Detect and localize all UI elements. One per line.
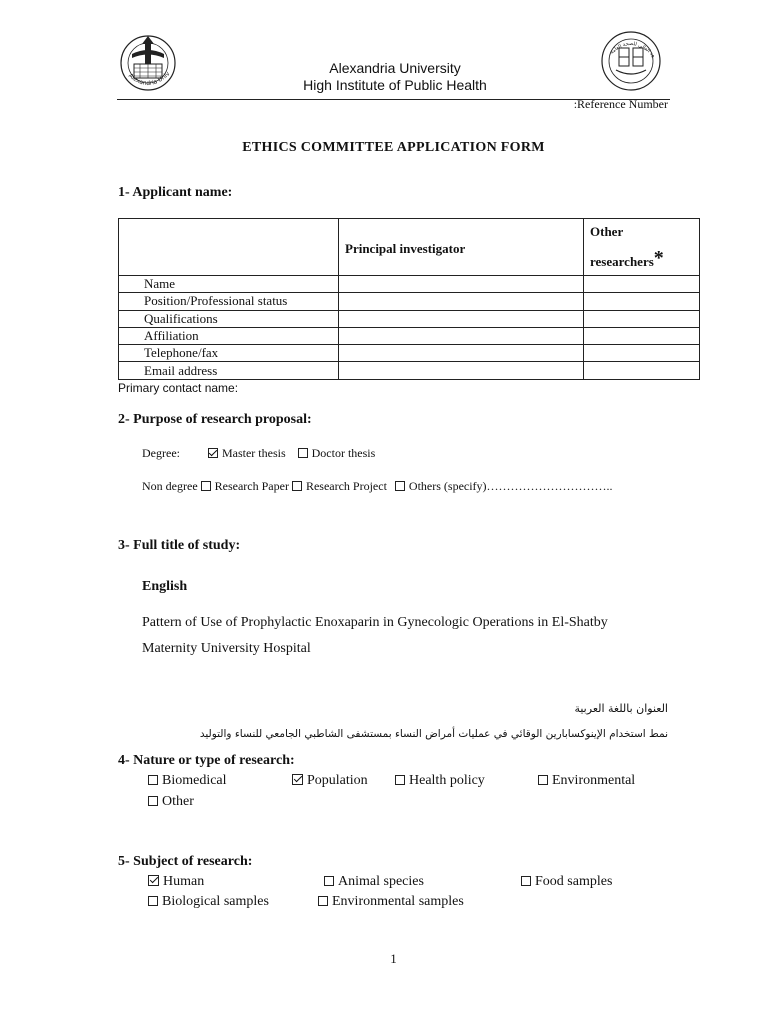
human-option[interactable]: Human	[148, 874, 204, 890]
left-logo-text: Alexandria Univ	[126, 70, 172, 88]
other-email-cell[interactable]	[584, 362, 700, 379]
research-paper-option[interactable]: Research Paper	[201, 479, 289, 493]
master-thesis-option[interactable]: Master thesis	[208, 446, 286, 460]
nondegree-row	[142, 479, 613, 494]
other-qualifications-cell[interactable]	[584, 310, 700, 327]
population-option[interactable]: Population	[292, 773, 368, 789]
checkbox-icon[interactable]	[201, 481, 211, 491]
degree-row	[142, 446, 375, 461]
checkbox-checked-icon[interactable]	[292, 774, 303, 785]
others-specify-option[interactable]: Others (specify)…………………………..	[395, 479, 613, 493]
pi-position-cell[interactable]	[339, 293, 584, 310]
primary-contact-label: Primary contact name:	[118, 381, 239, 395]
reference-number: :Reference Number	[573, 97, 668, 111]
right-logo-text: هد العالي للصحة العامة	[609, 40, 657, 59]
section4-heading: 4- Nature or type of research:	[118, 753, 295, 768]
other-position-cell[interactable]	[584, 293, 700, 310]
checkbox-icon[interactable]	[395, 775, 405, 785]
pi-name-cell[interactable]	[339, 276, 584, 293]
section3-heading: 3- Full title of study:	[118, 538, 241, 553]
doctor-thesis-option[interactable]: Doctor thesis	[298, 446, 376, 460]
table-row: Email address	[119, 362, 700, 379]
english-title-line2: Maternity University Hospital	[142, 641, 311, 656]
arabic-title: نمط استخدام الإينوكسابارين الوقائي في عمليات أمراض النساء بمستشفى الشاطبي الجامعي للنساء والتوليد	[199, 728, 668, 740]
table-row: Telephone/fax	[119, 345, 700, 362]
checkbox-icon[interactable]	[298, 448, 308, 458]
checkbox-icon[interactable]	[148, 775, 158, 785]
header-empty-cell	[119, 219, 339, 276]
checkbox-icon[interactable]	[538, 775, 548, 785]
checkbox-icon[interactable]	[292, 481, 302, 491]
pi-telephone-cell[interactable]	[339, 345, 584, 362]
checkbox-checked-icon[interactable]	[148, 875, 159, 886]
checkbox-icon[interactable]	[521, 876, 531, 886]
health-policy-option[interactable]: Health policy	[395, 773, 485, 789]
table-row: Affiliation	[119, 327, 700, 344]
checkbox-icon[interactable]	[148, 896, 158, 906]
other-name-cell[interactable]	[584, 276, 700, 293]
degree-label: Degree:	[142, 446, 180, 460]
arabic-title-label: العنوان باللغة العربية	[574, 702, 668, 715]
section5-heading: 5- Subject of research:	[118, 854, 253, 869]
form-title: ETHICS COMMITTEE APPLICATION FORM	[242, 140, 545, 155]
biomedical-option[interactable]: Biomedical	[148, 773, 227, 789]
other-affiliation-cell[interactable]	[584, 327, 700, 344]
table-row: Qualifications	[119, 310, 700, 327]
page-number: 1	[390, 951, 397, 966]
checkbox-icon[interactable]	[148, 796, 158, 806]
table-row: Name	[119, 276, 700, 293]
biological-samples-option[interactable]: Biological samples	[148, 894, 269, 910]
applicant-table	[118, 218, 700, 380]
checkbox-checked-icon[interactable]	[208, 448, 218, 458]
university-logo	[118, 30, 178, 96]
table-row: Position/Professional status	[119, 293, 700, 310]
pi-qualifications-cell[interactable]	[339, 310, 584, 327]
university-name: Alexandria University	[329, 60, 461, 76]
pi-affiliation-cell[interactable]	[339, 327, 584, 344]
institute-logo	[600, 30, 662, 92]
other-researchers-header: Other researchers*	[584, 219, 700, 276]
other-option[interactable]: Other	[148, 794, 194, 810]
checkbox-icon[interactable]	[324, 876, 334, 886]
english-title-line1: Pattern of Use of Prophylactic Enoxaparin in Gynecologic Operations in El-Shatby	[142, 615, 608, 630]
pi-email-cell[interactable]	[339, 362, 584, 379]
svg-text:المعهد العالي للصحة العامة	[600, 30, 657, 59]
research-project-option[interactable]: Research Project	[292, 479, 387, 493]
section2-heading: 2- Purpose of research proposal:	[118, 412, 312, 427]
other-telephone-cell[interactable]	[584, 345, 700, 362]
checkbox-icon[interactable]	[318, 896, 328, 906]
animal-species-option[interactable]: Animal species	[324, 874, 424, 890]
institute-name: High Institute of Public Health	[303, 77, 487, 93]
food-samples-option[interactable]: Food samples	[521, 874, 612, 890]
section1-heading: 1- Applicant name:	[118, 185, 233, 200]
environmental-option[interactable]: Environmental	[538, 773, 635, 789]
principal-investigator-header: Principal investigator	[339, 219, 584, 276]
english-label: English	[142, 579, 188, 594]
environmental-samples-option[interactable]: Environmental samples	[318, 894, 464, 910]
nondegree-label: Non degree	[142, 479, 198, 493]
checkbox-icon[interactable]	[395, 481, 405, 491]
